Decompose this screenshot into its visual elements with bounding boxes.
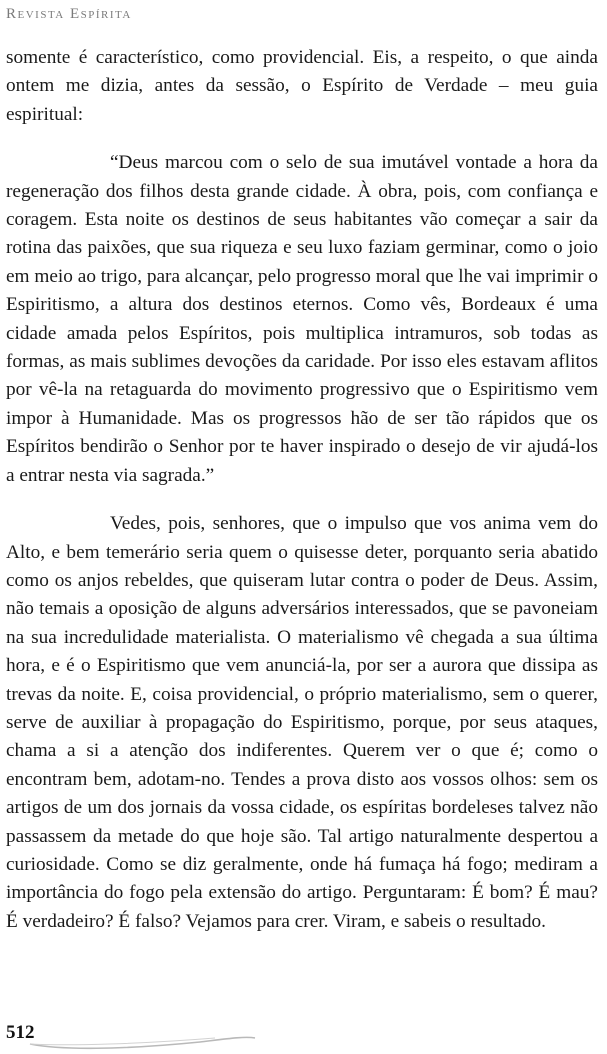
footer-flourish xyxy=(0,1030,260,1052)
body-text xyxy=(6,44,598,936)
paragraph-quotation: “Deus marcou com o selo de sua imutável vontade a hora da regeneração dos filhos desta grande cidade. À obra, pois, com confiança e coragem. Esta noite os destinos de seus habitantes vão começar a sair da rotina das paixões, que sua riqueza e seu luxo faziam germinar, como o joio em meio ao trigo, para alcançar, pelo progresso moral que lhe vai imprimir o Espiritismo, a altura dos destinos eternos. Como vês, Bordeaux é uma cidade amada pelos Espíritos, pois multiplica intramuros, sob todas as formas, as mais sublimes devoções da caridade. Por isso eles estavam aflitos por vê-la na retaguarda do movimento progressivo que o Espiritismo vem impor à Humanidade. Mas os progressos hão de ser tão rápidos que os Espíritos bendirão o Senhor por te haver inspirado o desejo de vir ajudá-los a entrar nesta via sagrada.” xyxy=(6,152,598,486)
running-head: Revista Espírita xyxy=(6,6,132,22)
paragraph-address: Vedes, pois, senhores, que o impulso que vos anima vem do Alto, e bem temerário seria quem o quisesse deter, porquanto seria abatido como os anjos rebeldes, que quiseram lutar contra o poder de Deus. Assim, não temais a oposição de alguns adversários interessados, que se pavoneiam na sua incredulidade materialista. O materialismo vê chegada a sua última hora, e é o Espiritismo que vem anunciá-la, por ser a aurora que dissipa as trevas da noite. E, coisa providencial, o próprio materialismo, sem o querer, serve de auxiliar à propagação do Espiritismo, porque, por seus ataques, chama a si a atenção dos indiferentes. Querem ver o que é; como o encontram bem, adotam-no. Tendes a prova disto aos vossos olhos: sem os artigos de um dos jornais da vossa cidade, os espíritas bordeleses talvez não passassem da metade do que hoje são. Tal artigo naturalmente despertou a curiosidade. Como se diz geralmente, onde há fumaça há fogo; mediram a importância do fogo pela extensão do artigo. Perguntaram: É bom? É mau? É verdadeiro? É falso? Vejamos para crer. Viram, e sabeis o resultado. xyxy=(6,513,598,932)
page-number: 512 xyxy=(6,1022,35,1043)
paragraph-continuation: somente é característico, como providencial. Eis, a respeito, o que ainda ontem me dizia, antes da sessão, o Espírito de Verdade – meu guia espiritual: xyxy=(6,47,598,125)
